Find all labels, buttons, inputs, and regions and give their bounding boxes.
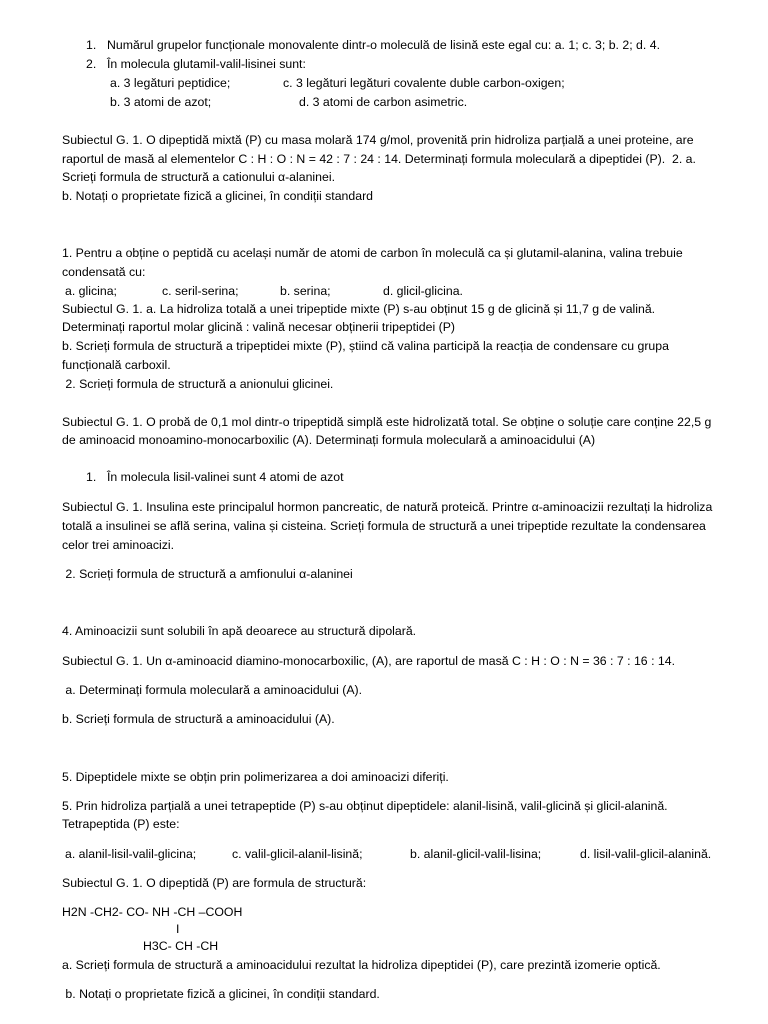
option-c: c. 3 legături legături covalente duble carbon-oxigen; <box>283 76 565 90</box>
list-number: 1. <box>86 38 97 52</box>
list-number: 1. <box>86 470 97 484</box>
option-a: a. alanil-lisil-valil-glicina; <box>65 847 197 861</box>
option-d: d. lisil-valil-glicil-alanină. <box>580 847 712 861</box>
subject-g1-dipeptide-line: raportul de masă al elementelor C : H : O : N = 42 : 7 : 24 : 14. Determinați formula moleculară a dipeptidei (P). 2. a. <box>62 152 696 166</box>
option-b: b. alanil-glicil-valil-lisina; <box>410 847 542 861</box>
list-number: 2. <box>86 57 97 71</box>
statement-lysyl-valine: În molecula lisil-valinei sunt 4 atomi de azot <box>107 470 344 484</box>
question-tetrapeptide: Tetrapeptida (P) este: <box>62 817 180 831</box>
subject-g1-diamino-line: b. Scrieți formula de structură a aminoacidului (A). <box>62 712 335 726</box>
option-b: b. serina; <box>280 284 331 298</box>
subject-g1-diamino-line: a. Determinați formula moleculară a aminoacidului (A). <box>62 683 363 697</box>
structural-formula-line: H2N -CH2- CO- NH -CH –COOH <box>62 905 243 919</box>
option-d: d. glicil-glicina. <box>383 284 463 298</box>
statement-mixed-dipeptides: 5. Dipeptidele mixte se obțin prin polimerizarea a doi aminoacizi diferiți. <box>62 770 449 784</box>
subject-g1-insulin-line: totală a insulinei se află serina, valina și cisteina. Scrieți formula de structură a unei tripeptide rezultate la condensarea <box>62 519 706 533</box>
option-b: b. 3 atomi de azot; <box>110 95 212 109</box>
subject-g1-tripeptide-line: b. Scrieți formula de structură a tripeptidei mixte (P), știind că valina participă la reacția de condensare cu grupa <box>62 339 669 353</box>
structural-formula-bond: I <box>176 922 180 936</box>
question-lysine-groups: Numărul grupelor funcționale monovalente dintr-o moleculă de lisină este egal cu: a. 1; c. 3; b. 2; d. 4. <box>107 38 660 52</box>
option-d: d. 3 atomi de carbon asimetric. <box>299 95 468 109</box>
option-a: a. glicina; <box>65 284 117 298</box>
subject-g1-tripeptide-line: funcțională carboxil. <box>62 358 171 372</box>
subject-g1-insulin-line: celor trei aminoacizi. <box>62 538 175 552</box>
question-tetrapeptide: 5. Prin hidroliza parțială a unei tetrapeptide (P) s-au obținut dipeptidele: alanil-lisină, valil-glicină și glicil-alanină. <box>62 799 668 813</box>
question-valine-condensation: condensată cu: <box>62 265 146 279</box>
option-c: c. valil-glicil-alanil-lisină; <box>232 847 363 861</box>
subject-g1-dipeptide-line: Scrieți formula de structură a cationului α-alaninei. <box>62 170 335 184</box>
option-c: c. seril-serina; <box>162 284 239 298</box>
subject-g1-tripeptide-line: 2. Scrieți formula de structură a anionului glicinei. <box>62 377 334 391</box>
option-a: a. 3 legături peptidice; <box>110 76 231 90</box>
structural-formula-line: H3C- CH -CH <box>143 939 219 953</box>
subject-g1-tripeptide-line: Determinați raportul molar glicină : valină necesar obținerii tripeptidei (P) <box>62 320 455 334</box>
subject-g1-structure-line: a. Scrieți formula de structură a aminoacidului rezultat la hidroliza dipeptidei (P), care prezintă izomerie optică. <box>62 958 661 972</box>
subject-g1-structure-line: b. Notați o proprietate fizică a glicinei, în condiții standard. <box>62 987 380 1001</box>
subject-g1-hydrolysis-line: Subiectul G. 1. O probă de 0,1 mol dintr-o tripeptidă simplă este hidrolizată total. Se obține o soluție care conține 22,5 g <box>62 415 712 429</box>
subject-g1-insulin-line: Subiectul G. 1. Insulina este principalul hormon pancreatic, de natură proteică. Printre α-aminoacizii rezultați la hidroliza <box>62 500 713 514</box>
subject-g1-insulin-line: 2. Scrieți formula de structură a amfionului α-alaninei <box>62 567 353 581</box>
subject-g1-diamino-line: Subiectul G. 1. Un α-aminoacid diamino-monocarboxilic, (A), are raportul de masă C : H : O : N = 36 : 7 : 16 : 14. <box>62 654 675 668</box>
subject-g1-hydrolysis-line: de aminoacid monoamino-monocarboxilic (A). Determinați formula moleculară a aminoacidului (A) <box>62 433 596 447</box>
question-glutamyl-valyl-lysine: În molecula glutamil-valil-lisinei sunt: <box>107 57 306 71</box>
subject-g1-dipeptide-line: b. Notați o proprietate fizică a glicinei, în condiții standard <box>62 189 374 203</box>
subject-g1-tripeptide-line: Subiectul G. 1. a. La hidroliza totală a unei tripeptide mixte (P) s-au obținut 15 g de glicină și 11,7 g de valină. <box>62 302 656 316</box>
subject-g1-dipeptide-line: Subiectul G. 1. O dipeptidă mixtă (P) cu masa molară 174 g/mol, provenită prin hidroliza parțială a unei proteine, are <box>62 133 694 147</box>
subject-g1-structure-line: Subiectul G. 1. O dipeptidă (P) are formula de structură: <box>62 876 367 890</box>
statement-solubility: 4. Aminoacizii sunt solubili în apă deoarece au structură dipolară. <box>62 624 417 638</box>
question-valine-condensation: 1. Pentru a obține o peptidă cu același număr de atomi de carbon în moleculă ca și glutamil-alanina, valina trebuie <box>62 246 683 260</box>
